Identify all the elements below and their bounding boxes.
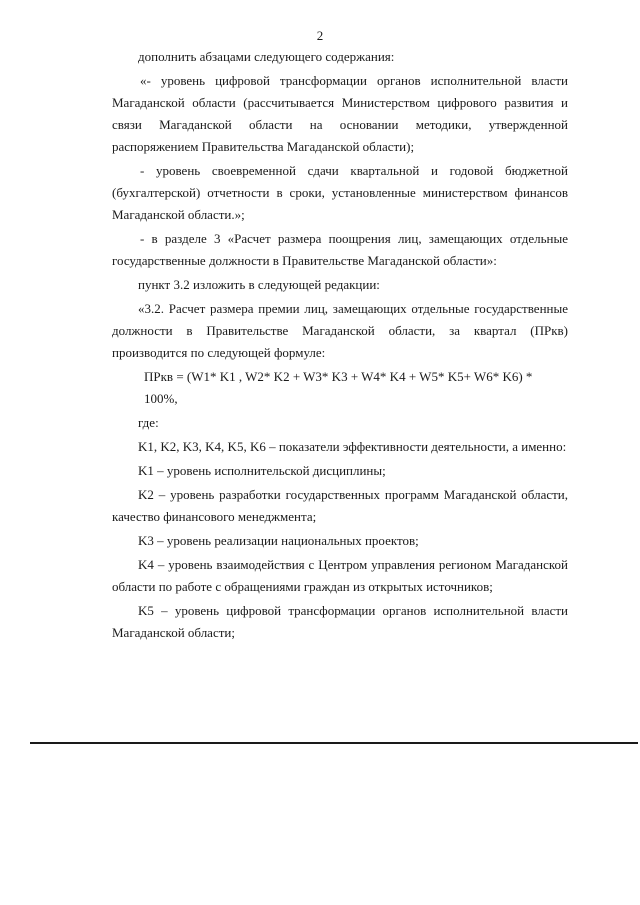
formula: ПРкв = (W1* K1 , W2* K2 + W3* K3 + W4* K4 + W5* K5+ W6* K6) * 100%,: [144, 369, 533, 406]
indicator-k1: K1 – уровень исполнительской дисциплины;: [138, 463, 386, 478]
paragraph-digital-level: «- уровень цифровой трансформации органов исполнительной власти Магаданской области (рассчитывается Министерством цифрового развития и связи Магаданской области на основании методики, утвержденной распоряжением Правительства Магаданской области);: [112, 73, 568, 154]
page-number: 2: [316, 28, 324, 43]
paragraph-calculation: «3.2. Расчет размера премии лиц, замещающих отдельные государственные должности в Правительстве Магаданской области, за квартал (ПРкв) производится по следующей формуле:: [112, 301, 568, 360]
formula-where: где:: [138, 415, 159, 430]
indicator-k5: K5 – уровень цифровой трансформации органов исполнительной власти Магаданской области;: [112, 603, 568, 640]
indicator-k4: K4 – уровень взаимодействия с Центром управления регионом Магаданской области по работе с обращениями граждан из открытых источников;: [112, 557, 568, 594]
paragraph-indicators: K1, K2, K3, K4, K5, K6 – показатели эффективности деятельности, а именно:: [138, 439, 567, 454]
paragraph-intro: дополнить абзацами следующего содержания:: [138, 49, 395, 64]
indicator-k2: K2 – уровень разработки государственных программ Магаданской области, качество финансового менеджмента;: [112, 487, 568, 524]
paragraph-point-3-2: пункт 3.2 изложить в следующей редакции:: [138, 277, 380, 292]
paragraph-section-3: - в разделе 3 «Расчет размера поощрения лиц, замещающих отдельные государственные должности в Правительстве Магаданской области»:: [112, 231, 568, 268]
indicator-k3: K3 – уровень реализации национальных проектов;: [138, 533, 419, 548]
page-bottom-rule: [30, 742, 638, 744]
paragraph-reporting-level: - уровень своевременной сдачи квартальной и годовой бюджетной (бухгалтерской) отчетности в сроки, установленные министерством финансов Магаданской области.»;: [112, 163, 568, 222]
document-body: [112, 46, 568, 646]
